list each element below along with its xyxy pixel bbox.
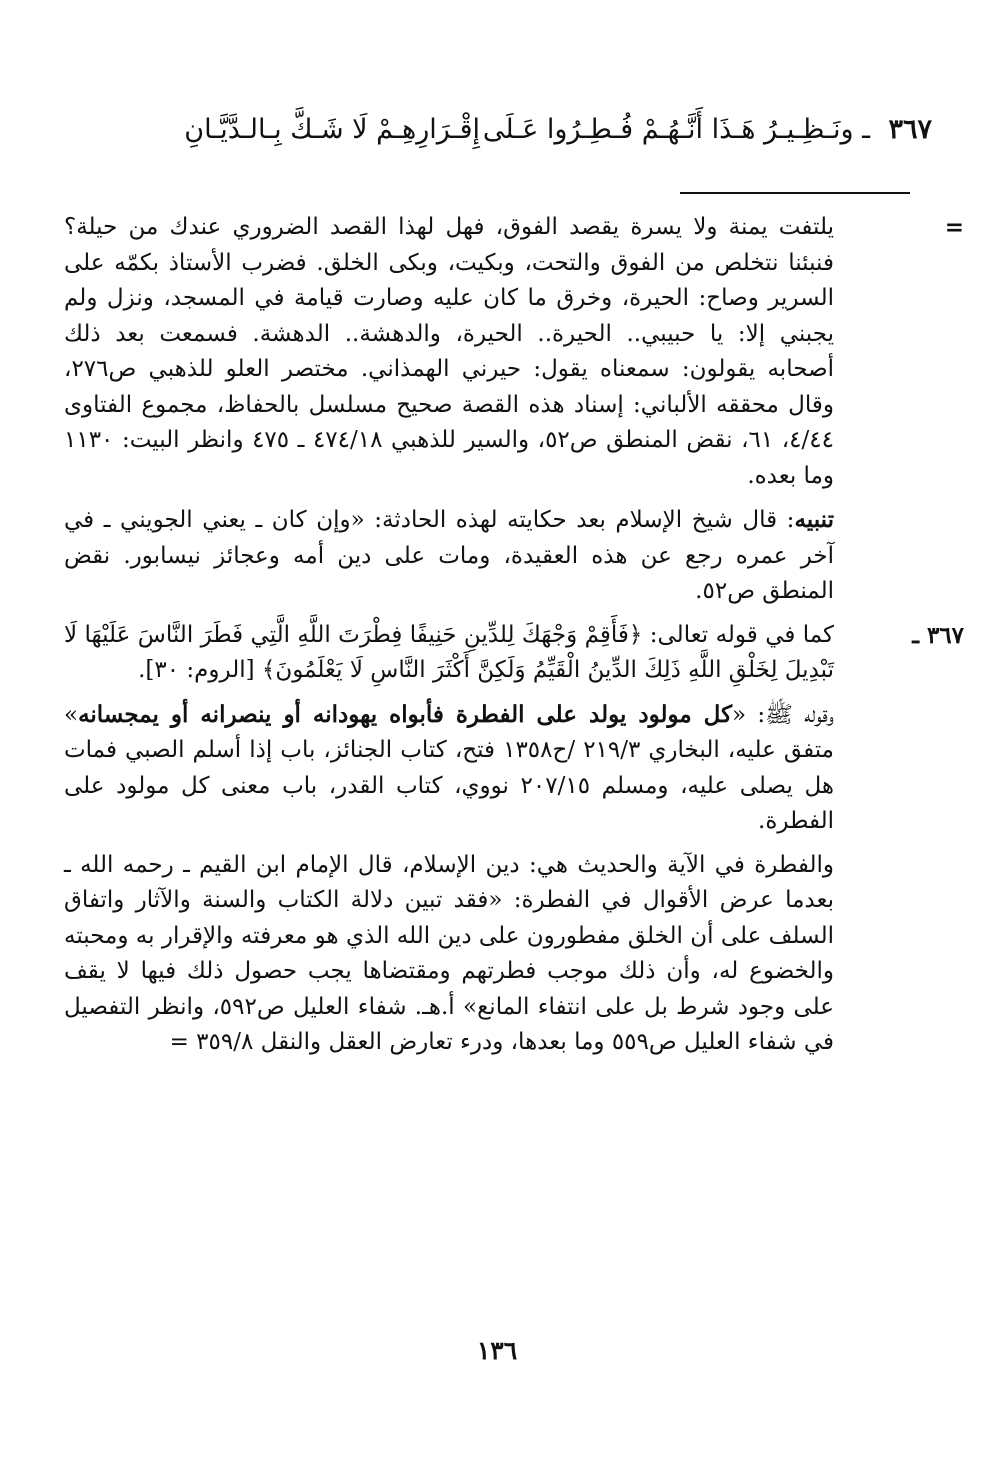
footnote-paragraph: والفطرة في الآية والحديث هي: دين الإسلام، قال الإمام ابن القيم ـ رحمه الله ـ بعدما عرض الأقوال في الفطرة: «فقد تبين دلالة الكتاب والسنة والآثار واتفاق السلف على أن الخلق مفطورون على دين الله الذي هو معرفته والإقرار به ومحبته والخضوع له، وأن ذلك موجب فطرتهم ومقتضاها يجب حصول ذلك فيها لا يقف على وجود شرط بل على انتفاء المانع» أ.هـ. شفاء العليل ص٥٩٢، وانظر التفصيل في شفاء العليل ص٥٥٩ وما بعدها، ودرء تعارض العقل والنقل ٣٥٩/٨ =: [64, 851, 835, 1055]
page-number: ١٣٦: [476, 1336, 518, 1365]
footnote-separator: [680, 192, 910, 194]
footnote-paragraph: يلتفت يمنة ولا يسرة يقصد الفوق، فهل لهذا القصد الضروري عندك من حيلة؟ فنبئنا نتخلص من الفوق والتحت، وبكيت، وبكى الخلق. فضرب الأستاذ بكمّه على السرير وصاح: الحيرة، وخرق ما كان عليه وصارت قيامة في المسجد، ونزل ولم يجبني إلا: يا حبيبي.. الحيرة.. الحيرة، والدهشة.. الدهشة. فسمعت بعد ذلك أصحابه يقولون: سمعناه يقول: حيرني الهمذاني. مختصر العلو للذهبي ص٢٧٦، وقال محققه الألباني: إسناد هذه القصة صحيح مسلسل بالحفاظ، مجموع الفتاوى ٤/٤٤، ٦١، نقض المنطق ص٥٢، والسير للذهبي ٤٧٤/١٨ ـ ٤٧٥ وانظر البيت: ١١٣٠ وما بعده.: [64, 214, 834, 489]
footnote-367: [64, 618, 964, 689]
verse-first-hemistich: ـ ونَـظِـيـرُ هَـذَا أَنَّـهُـمْ فُـطِـرُوا عَـلَى: [482, 114, 870, 145]
footnote-paragraph: [64, 502, 834, 610]
tanbih-text: : قال شيخ الإسلام بعد حكايته لهذه الحادثة: «وإن كان ـ يعني الجويني ـ في آخر عمره رجع عن هذه العقيدة، ومات على دين أمه وعجائز نيسابور. نقض المنطق ص٥٢.: [64, 507, 834, 604]
hadith-source: » متفق عليه، البخاري ٢١٩/٣ /ح١٣٥٨ فتح، كتاب الجنائز، باب إذا أسلم الصبي فمات هل يصلى عليه، ومسلم ٢٠٧/١٥ نووي، كتاب القدر، باب معنى كل مولود على الفطرة.: [64, 701, 834, 834]
quran-reference: [الروم: ٣٠].: [138, 657, 262, 683]
verse-second-hemistich: إِقْـرَارِهِـمْ لَا شَـكَّ بِـالـدَّيَّـانِ: [184, 114, 480, 145]
hadith-paragraph: [64, 697, 834, 840]
tanbih-label: تنبيه: [794, 506, 834, 533]
fitrah-paragraph: [64, 848, 834, 1061]
note-tanbih: [64, 502, 834, 610]
hadith-text: كل مولود يولد على الفطرة فأبواه يهودانه أو ينصرانه أو يمجسانه: [78, 700, 733, 728]
quran-intro: كما في قوله تعالى:: [642, 621, 834, 648]
continuation-marker: =: [944, 214, 964, 241]
hadith-intro: وقوله ﷺ: «: [732, 701, 834, 728]
verse-number: ٣٦٧: [888, 114, 932, 145]
footnote-continuation: [64, 210, 964, 494]
footnote-paragraph: [64, 697, 834, 840]
footnote-paragraph: [64, 618, 834, 689]
footnote-number-367: ٣٦٧ ـ: [912, 621, 964, 649]
quran-verse: ﴿فَأَقِمْ وَجْهَكَ لِلدِّينِ حَنِيفًا فِطْرَتَ اللَّهِ الَّتِي فَطَرَ النَّاسَ عَلَيْهَا لَا تَبْدِيلَ لِخَلْقِ اللَّهِ ذَلِكَ الدِّينُ الْقَيِّمُ وَلَكِنَّ أَكْثَرَ النَّاسِ لَا يَعْلَمُونَ﴾: [64, 621, 834, 683]
poem-verse: [40, 104, 960, 156]
footnotes: [64, 210, 964, 1069]
